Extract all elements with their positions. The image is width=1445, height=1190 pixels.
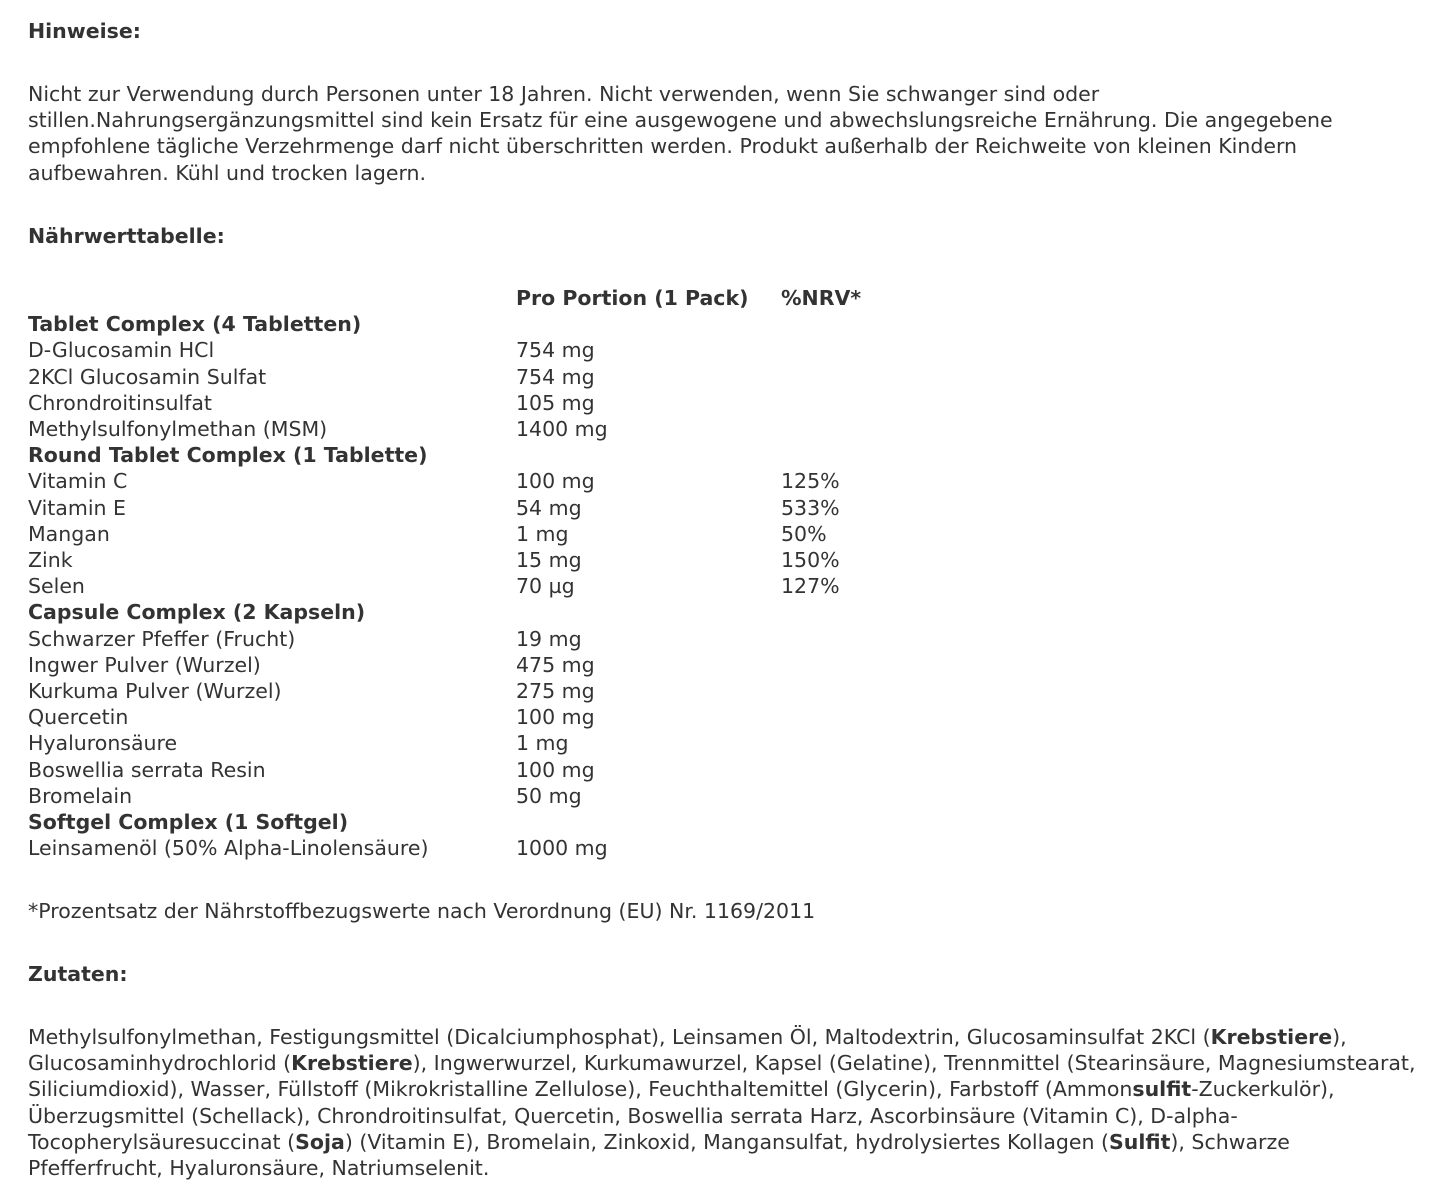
cell-name: Bromelain [28,783,133,808]
cell-name: 2KCl Glucosamin Sulfat [28,364,267,389]
cell-name: Mangan [28,521,110,546]
table-row [28,416,901,442]
ingredient-text-segment: ), Schwarze Pfefferfrucht, Hyaluronsäure, Natriumselenit. [28,1129,1290,1181]
cell-name: Leinsamenöl (50% Alpha-Linolensäure) [28,836,429,861]
cell-nrv [781,783,901,809]
allergen-highlight: Sulfit [1109,1129,1171,1154]
cell-name: Boswellia serrata Resin [28,757,266,782]
ingredient-text-segment: ), Glucosaminhydrochlorid ( [28,1025,1347,1076]
cell-amount: 754 mg [516,338,595,363]
zutaten-text [28,1024,1423,1181]
cell-amount: 100 mg [516,757,595,782]
cell-name: D-Glucosamin HCl [28,338,215,363]
cell-name: Vitamin C [28,469,128,494]
table-row [28,390,901,416]
cell-name: Schwarzer Pfeffer (Frucht) [28,626,296,651]
cell-nrv [781,757,901,783]
table-row [28,678,901,704]
table-row [28,495,901,521]
ingredient-text-segment: -Zuckerkulör), Überzugsmittel (Schellack), Chrondroitinsulfat, Quercetin, Boswellia serrata Harz, Ascorbinsäure (Vitamin C), D-alpha-Tocopherylsäuresuccinat ( [28,1077,1335,1154]
cell-amount: 1 mg [516,521,569,546]
table-row [28,704,901,730]
group-name: Softgel Complex (1 Softgel) [28,810,349,835]
cell-nrv: 533% [781,495,840,520]
allergen-highlight: Soja [295,1129,345,1154]
group-name: Capsule Complex (2 Kapseln) [28,600,366,625]
cell-nrv [781,678,901,704]
group-amount-empty [516,311,781,337]
cell-amount: 15 mg [516,548,582,573]
cell-name: Chrondroitinsulfat [28,390,212,415]
table-row [28,547,901,573]
allergen-highlight: Krebstiere [291,1051,413,1076]
group-amount-empty [516,599,781,625]
cell-amount: 100 mg [516,469,595,494]
hinweise-text: Nicht zur Verwendung durch Personen unter 18 Jahren. Nicht verwenden, wenn Sie schwanger sind oder stillen.Nahrungsergänzungsmittel sind kein Ersatz für eine ausgewogene und abwechslungsreiche Ernährung. Die angegebene empfohlene tägliche Verzehrmenge darf nicht überschritten werden. Produkt außerhalb der Reichweite von kleinen Kindern aufbewahren. Kühl und trocken lagern. [28,82,1333,185]
table-row [28,783,901,809]
naehrwerttabelle-heading: Nährwerttabelle: [28,224,225,248]
cell-nrv [781,730,901,756]
ingredient-text-segment: ), Ingwerwurzel, Kurkumawurzel, Kapsel (Gelatine), Trennmittel (Stearinsäure, Magnesiumstearat, Siliciumdioxid), Wasser, Füllstoff (Mikrokristalline Zellulose), Feuchthaltemittel (Glycerin), Farbstoff (Ammon [28,1051,1416,1102]
cell-name: Zink [28,548,73,573]
header-nrv: %NRV* [781,286,862,310]
header-amount: Pro Portion (1 Pack) [516,286,749,310]
table-row [28,730,901,756]
table-row [28,626,901,652]
cell-amount: 275 mg [516,679,595,704]
zutaten-heading: Zutaten: [28,962,128,986]
allergen-highlight: sulfit [1132,1077,1192,1102]
table-row [28,337,901,363]
cell-amount: 1 mg [516,731,569,756]
nutrition-table-body [28,311,901,861]
group-amount-empty [516,442,781,468]
cell-nrv: 50% [781,521,827,546]
cell-nrv: 127% [781,574,840,599]
cell-name: Kurkuma Pulver (Wurzel) [28,679,282,704]
nutrition-table-header-row [28,285,901,311]
table-group-row [28,599,901,625]
ingredient-text-segment: Methylsulfonylmethan, Festigungsmittel (Dicalciumphosphat), Leinsamen Öl, Maltodextrin, Glucosaminsulfat 2KCl ( [28,1025,1211,1049]
table-row [28,468,901,494]
group-nrv-empty [781,599,901,625]
cell-nrv [781,390,901,416]
group-nrv-empty [781,809,901,835]
cell-amount: 475 mg [516,652,595,677]
cell-amount: 54 mg [516,495,582,520]
group-amount-empty [516,809,781,835]
cell-nrv [781,626,901,652]
hinweise-heading: Hinweise: [28,19,141,43]
cell-name: Ingwer Pulver (Wurzel) [28,652,261,677]
nutrition-table-container [28,285,901,861]
table-row [28,835,901,861]
cell-nrv: 125% [781,469,840,494]
cell-name: Hyaluronsäure [28,731,178,756]
cell-nrv [781,652,901,678]
cell-amount: 105 mg [516,390,595,415]
cell-name: Vitamin E [28,495,126,520]
cell-amount: 19 mg [516,626,582,651]
cell-nrv [781,835,901,861]
cell-nrv [781,704,901,730]
cell-amount: 50 mg [516,783,582,808]
cell-name: Quercetin [28,705,129,730]
cell-nrv [781,364,901,390]
table-group-row [28,311,901,337]
cell-amount: 1400 mg [516,417,608,442]
cell-nrv: 150% [781,548,840,573]
allergen-highlight: Krebstiere [1210,1025,1333,1049]
table-row [28,573,901,599]
header-name [28,285,516,311]
cell-name: Methylsulfonylmethan (MSM) [28,417,328,442]
table-row [28,521,901,547]
group-nrv-empty [781,311,901,337]
table-row [28,757,901,783]
cell-nrv [781,416,901,442]
table-group-row [28,809,901,835]
nrv-footnote: *Prozentsatz der Nährstoffbezugswerte nach Verordnung (EU) Nr. 1169/2011 [28,899,816,923]
group-name: Tablet Complex (4 Tabletten) [28,312,362,337]
group-nrv-empty [781,442,901,468]
nutrition-table [28,285,901,861]
cell-amount: 754 mg [516,364,595,389]
table-row [28,364,901,390]
cell-nrv [781,337,901,363]
cell-name: Selen [28,574,85,599]
table-row [28,652,901,678]
cell-amount: 100 mg [516,705,595,730]
cell-amount: 70 µg [516,574,575,599]
group-name: Round Tablet Complex (1 Tablette) [28,443,428,468]
table-group-row [28,442,901,468]
cell-amount: 1000 mg [516,836,608,861]
ingredient-text-segment: ) (Vitamin E), Bromelain, Zinkoxid, Mangansulfat, hydrolysiertes Kollagen ( [344,1129,1110,1154]
